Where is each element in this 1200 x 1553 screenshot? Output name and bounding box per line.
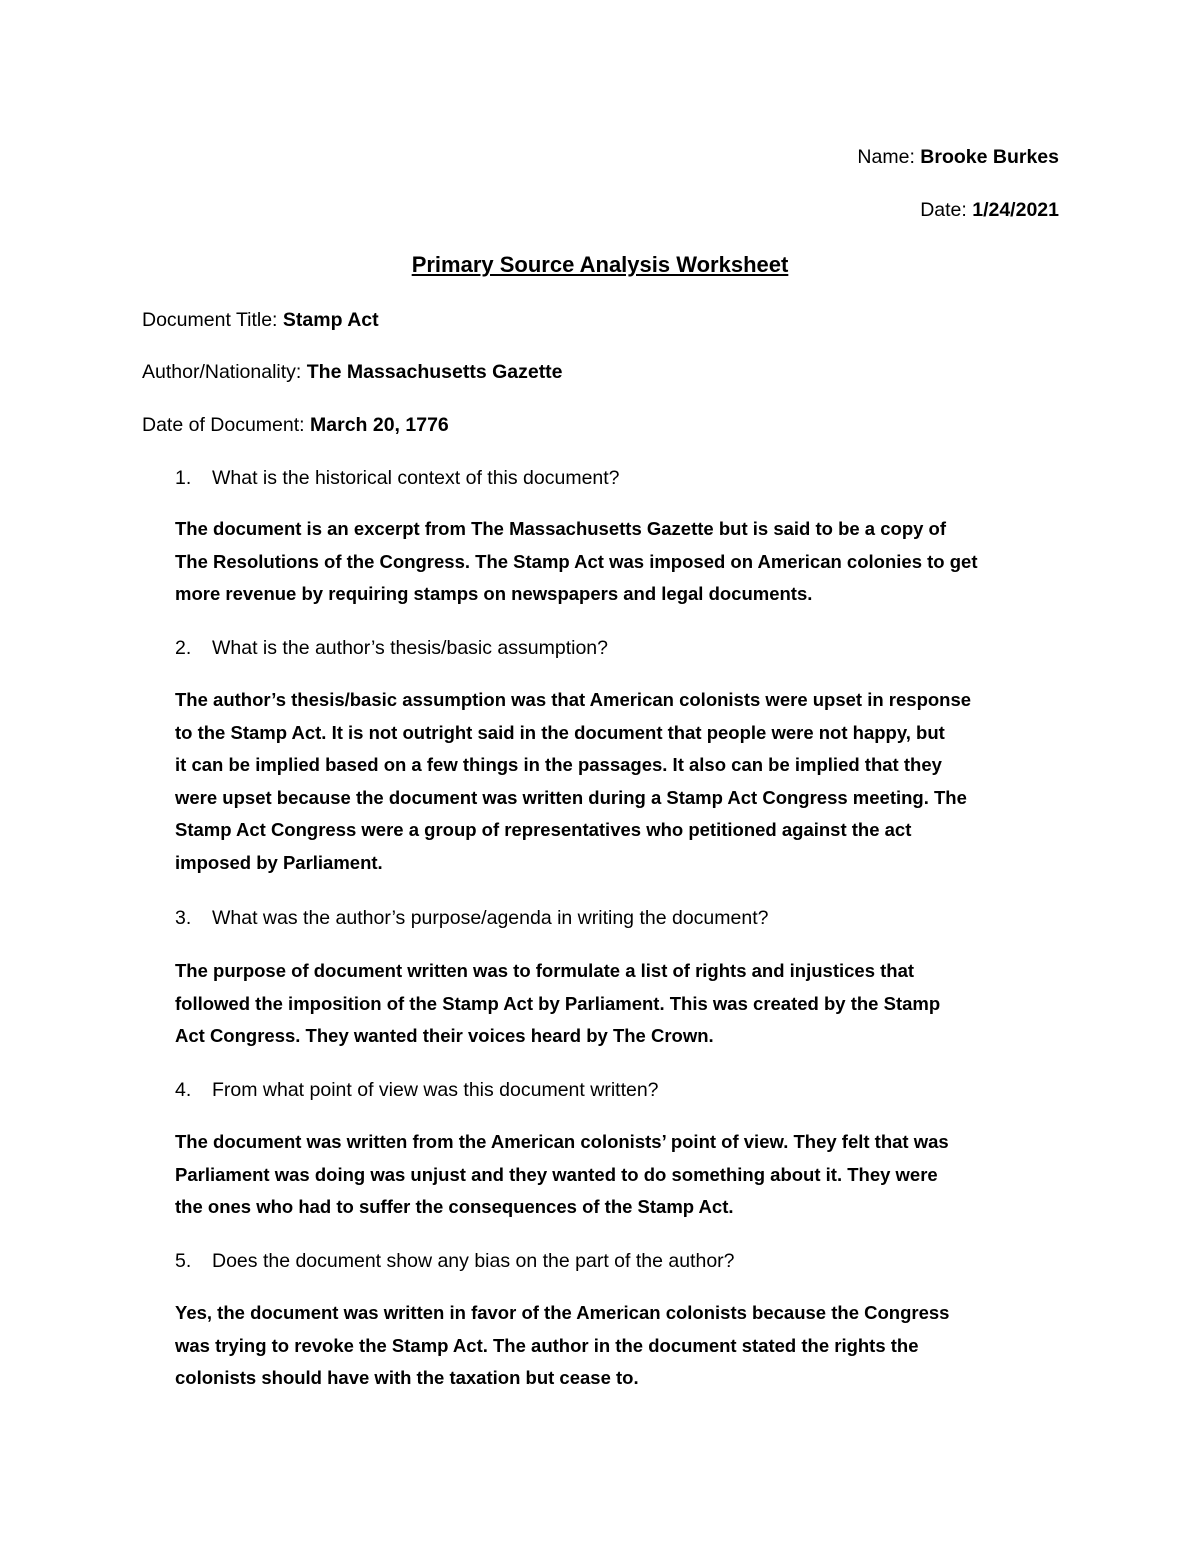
- answer-line: The Resolutions of the Congress. The Stamp Act was imposed on American colonies to get: [175, 550, 978, 572]
- answer-line: Stamp Act Congress were a group of representatives who petitioned against the act: [175, 819, 912, 840]
- question-number: 1.: [175, 467, 192, 489]
- date-value: 1/24/2021: [972, 199, 1059, 221]
- answer-line: was trying to revoke the Stamp Act. The author in the document stated the rights the: [175, 1334, 919, 1356]
- answer-4: [175, 1126, 1060, 1224]
- document-date-line: [142, 413, 449, 437]
- answer-line: The purpose of document written was to formulate a list of rights and injustices that: [175, 960, 915, 981]
- name-label: Name:: [857, 146, 915, 168]
- answer-line: imposed by Parliament.: [175, 851, 383, 873]
- question-4: [175, 1078, 659, 1102]
- question-text: From what point of view was this document written?: [212, 1079, 659, 1101]
- page-title: Primary Source Analysis Worksheet: [411, 252, 789, 277]
- question-number: 5.: [175, 1250, 192, 1272]
- question-number: 2.: [175, 637, 192, 659]
- answer-line: the ones who had to suffer the consequences of the Stamp Act.: [175, 1196, 734, 1217]
- answer-line: it can be implied based on a few things in the passages. It also can be implied that they: [175, 754, 942, 775]
- question-2: [175, 636, 608, 660]
- question-1: [175, 466, 620, 490]
- answer-line: Yes, the document was written in favor of the American colonists because the Congress: [175, 1302, 950, 1323]
- document-title-value: Stamp Act: [282, 309, 379, 331]
- answer-line: Act Congress. They wanted their voices heard by The Crown.: [175, 1025, 714, 1046]
- answer-2: [175, 684, 1060, 879]
- name-value: Brooke Burkes: [920, 146, 1059, 168]
- answer-line: were upset because the document was written during a Stamp Act Congress meeting. The: [175, 786, 967, 808]
- date-line: [920, 198, 1059, 222]
- answer-line: The document is an excerpt from The Massachusetts Gazette but is said to be a copy of: [175, 518, 947, 539]
- answer-line: The author’s thesis/basic assumption was that American colonists were upset in response: [175, 689, 972, 710]
- question-text: What is the author’s thesis/basic assumption?: [212, 637, 608, 659]
- answer-line: colonists should have with the taxation but cease to.: [175, 1367, 639, 1388]
- question-number: 3.: [175, 907, 192, 929]
- question-5: [175, 1249, 735, 1273]
- question-text: Does the document show any bias on the part of the author?: [212, 1250, 735, 1272]
- answer-1: [175, 513, 1060, 611]
- document-date-label: Date of Document:: [142, 414, 305, 436]
- document-date-value: March 20, 1776: [310, 414, 449, 436]
- answer-line: more revenue by requiring stamps on newspapers and legal documents.: [175, 583, 813, 604]
- student-name-line: [857, 145, 1059, 169]
- answer-line: followed the imposition of the Stamp Act by Parliament. This was created by the Stamp: [175, 992, 941, 1014]
- question-number: 4.: [175, 1079, 192, 1101]
- author-nationality-line: [142, 360, 563, 384]
- question-text: What was the author’s purpose/agenda in writing the document?: [212, 907, 769, 929]
- answer-line: to the Stamp Act. It is not outright said in the document that people were not happy, but: [175, 721, 945, 743]
- answer-line: Parliament was doing was unjust and they wanted to do something about it. They were: [175, 1163, 938, 1185]
- question-text: What is the historical context of this document?: [212, 467, 620, 489]
- answer-3: [175, 955, 1060, 1053]
- document-title-label: Document Title:: [142, 309, 278, 331]
- date-label: Date:: [920, 199, 967, 221]
- author-value: The Massachusetts Gazette: [306, 361, 563, 383]
- author-label: Author/Nationality:: [142, 361, 302, 383]
- answer-5: [175, 1297, 1060, 1395]
- question-3: [175, 906, 768, 930]
- document-title-line: [142, 308, 379, 332]
- answer-line: The document was written from the American colonists’ point of view. They felt that was: [175, 1131, 949, 1152]
